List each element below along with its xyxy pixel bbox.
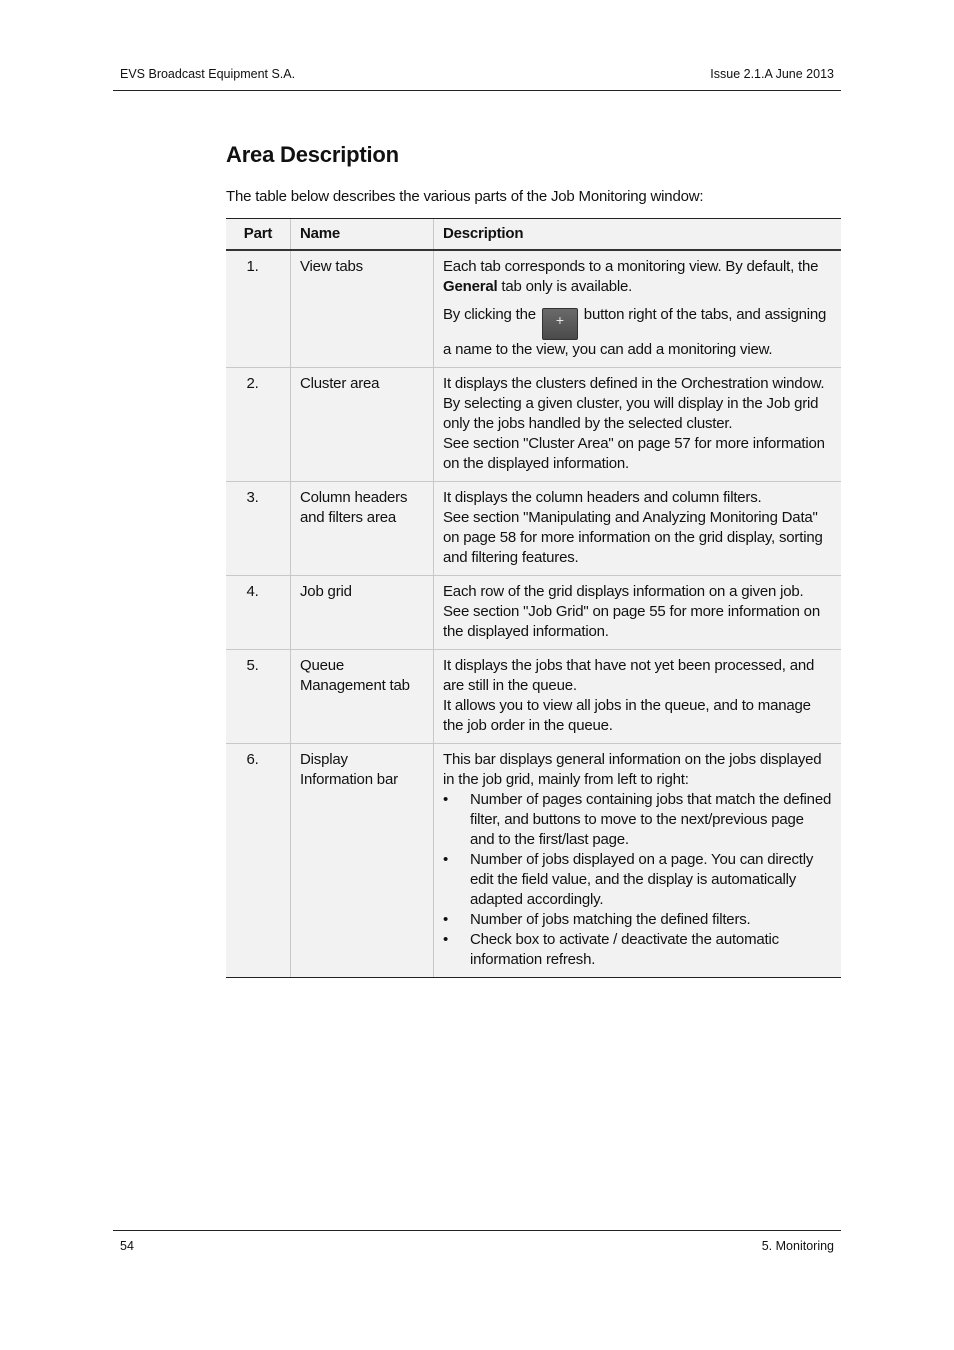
header-name: Name [291,219,434,251]
row-part: 3. [226,482,291,576]
row-description [434,368,842,482]
general-tab-name: General [443,278,498,295]
description-text: By clicking the [443,306,540,323]
row-description [434,650,842,744]
row-description [434,744,842,978]
page-header [113,58,841,91]
page-number: 54 [120,1239,134,1253]
intro-text: The table below describes the various parts of the Job Monitoring window: [226,188,704,205]
row-part: 1. [226,250,291,368]
chapter-name: 5. Monitoring [761,1239,834,1253]
description-line: Each row of the grid displays information on a given job. [443,583,804,600]
bullet-list [443,790,832,970]
description-line: See section "Manipulating and Analyzing Monitoring Data" on page 58 for more information on the grid display, sorting and filtering features. [443,509,823,566]
description-line: See section "Cluster Area" on page 57 for more information on the displayed information. [443,435,825,472]
table-row [226,368,841,482]
header-company: EVS Broadcast Equipment S.A. [120,67,296,81]
description-line: See section "Job Grid" on page 55 for more information on the displayed information. [443,603,820,640]
description-line: By selecting a given cluster, you will display in the Job grid only the jobs handled by the selected cluster. [443,395,819,432]
row-description [434,482,842,576]
row-name: Display Information bar [291,744,434,978]
description-text: tab only is available. [497,278,633,295]
row-name: Job grid [291,576,434,650]
table-row [226,744,841,978]
description-line: It displays the jobs that have not yet been processed, and are still in the queue. [443,657,815,694]
description-text: Each tab corresponds to a monitoring view. By default, the [443,258,819,275]
bullet-item: • Check box to activate / deactivate the automatic information refresh. [443,930,832,970]
header-issue: Issue 2.1.A June 2013 [710,67,834,81]
table-row [226,650,841,744]
add-view-plus-icon: + [542,308,578,340]
row-part: 2. [226,368,291,482]
table-row [226,250,841,368]
description-line: It displays the column headers and column filters. [443,489,762,506]
table-header-row [226,219,841,251]
row-part: 5. [226,650,291,744]
row-name: View tabs [291,250,434,368]
description-paragraph [443,257,832,297]
header-part: Part [226,219,291,251]
bullet-item: • Number of jobs displayed on a page. You can directly edit the field value, and the display is automatically adapted accordingly. [443,850,832,910]
page-footer [113,1230,841,1261]
row-description [434,250,842,368]
row-part: 4. [226,576,291,650]
bullet-item: • Number of pages containing jobs that match the defined filter, and buttons to move to the next/previous page and to the first/last page. [443,790,832,850]
description-text: button right of the tabs, and assigning a name to the view, you can add a monitoring view. [443,306,827,358]
description-line: It allows you to view all jobs in the queue, and to manage the job order in the queue. [443,697,811,734]
row-description [434,576,842,650]
area-description-table [226,218,841,978]
table-row [226,482,841,576]
row-name: Cluster area [291,368,434,482]
section-title: Area Description [226,142,399,167]
table-row [226,576,841,650]
description-line: It displays the clusters defined in the Orchestration window. [443,375,825,392]
header-description: Description [434,219,842,251]
bullet-item: • Number of jobs matching the defined filters. [443,910,832,930]
row-part: 6. [226,744,291,978]
description-line: This bar displays general information on the jobs displayed in the job grid, mainly from left to right: [443,751,822,788]
row-name: Queue Management tab [291,650,434,744]
row-name: Column headers and filters area [291,482,434,576]
description-paragraph [443,305,832,360]
